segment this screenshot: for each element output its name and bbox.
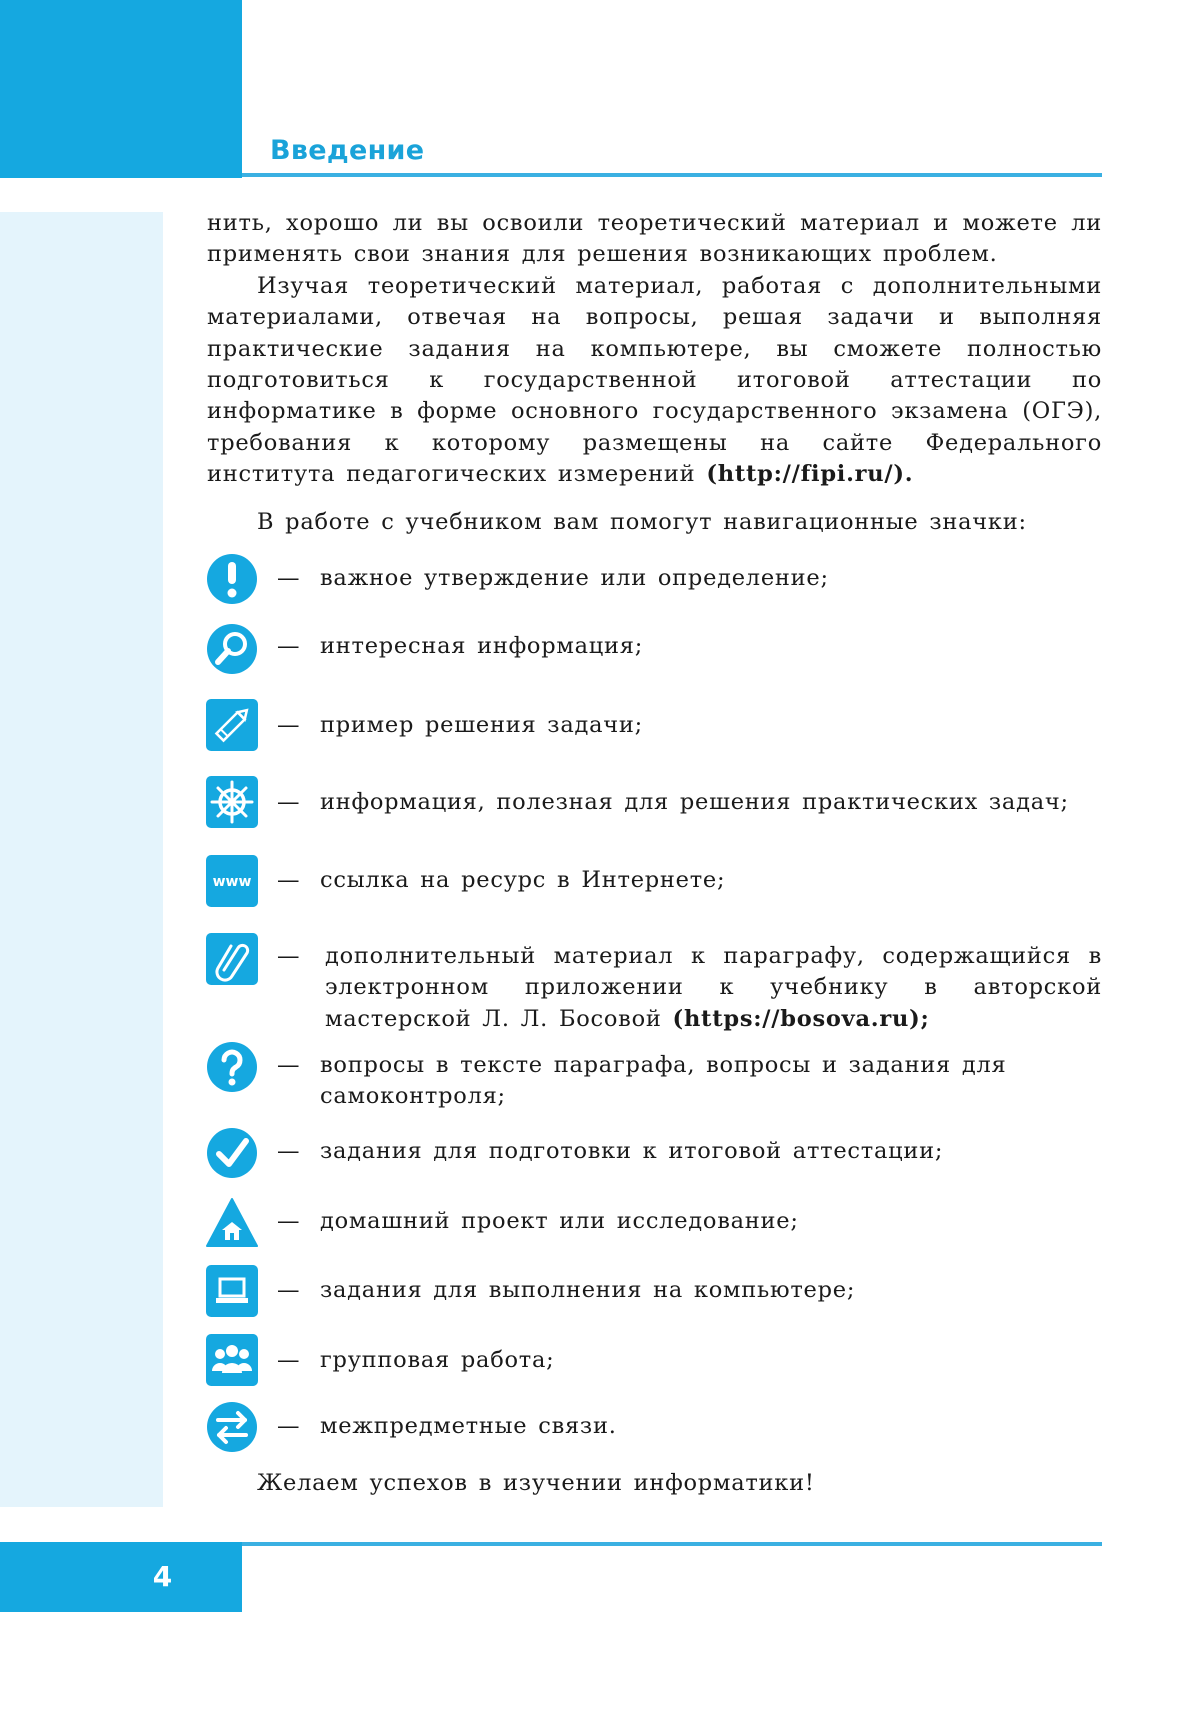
question-icon xyxy=(205,1040,259,1094)
legend-item-computer-tasks xyxy=(205,1264,1105,1318)
legend-item-questions xyxy=(205,1040,1105,1110)
legend-dash: — xyxy=(277,1208,300,1234)
legend-dash: — xyxy=(277,789,300,815)
legend-dash: — xyxy=(277,1277,300,1303)
legend-dash: — xyxy=(277,712,300,738)
legend-dash: — xyxy=(277,1052,300,1078)
paragraph-1: нить, хорошо ли вы освоили теоретический материал и можете ли применять свои знания для решения возникающих проблем. xyxy=(207,210,1102,268)
legend-item-attestation xyxy=(205,1126,1105,1180)
legend-item-interesting xyxy=(205,622,1105,676)
magnifier-icon xyxy=(205,622,259,676)
legend-dash: — xyxy=(277,867,300,893)
exclamation-icon xyxy=(205,552,259,606)
legend-text: вопросы в тексте параграфа, вопросы и задания для самоконтроля; xyxy=(320,1052,1007,1110)
legend-dash: — xyxy=(277,633,300,659)
legend-text: информация, полезная для решения практических задач; xyxy=(320,789,1069,815)
computer-icon xyxy=(205,1264,259,1318)
pencil-icon xyxy=(205,698,259,752)
house-icon xyxy=(205,1196,259,1250)
legend-item-home-project xyxy=(205,1196,1105,1250)
legend-dash: — xyxy=(277,1138,300,1164)
legend-item-practical xyxy=(205,775,1105,829)
legend-item-group-work xyxy=(205,1333,1105,1387)
legend-text-main: дополнительный материал к параграфу, содержащийся в электронном приложении к учебнику в авторской мастерской Л. Л. Босовой xyxy=(325,943,1102,1032)
side-panel xyxy=(0,212,163,1507)
paperclip-icon xyxy=(205,932,259,986)
legend-text: важное утверждение или определение; xyxy=(320,565,829,591)
legend-intro: В работе с учебником вам помогут навигационные значки: xyxy=(257,509,1027,535)
legend-item-interdisciplinary xyxy=(205,1400,1105,1454)
fipi-link[interactable]: (http://fipi.ru/). xyxy=(706,461,914,488)
footer-rule xyxy=(242,1542,1102,1546)
legend-text: пример решения задачи; xyxy=(320,712,643,738)
checkmark-icon xyxy=(205,1126,259,1180)
legend-text: групповая работа; xyxy=(320,1347,555,1373)
legend-dash: — xyxy=(277,565,300,591)
bosova-link[interactable]: (https://bosova.ru); xyxy=(672,1005,930,1032)
legend-text: задания для подготовки к итоговой аттестации; xyxy=(320,1138,944,1164)
www-icon xyxy=(205,854,259,908)
legend-dash: — xyxy=(277,1413,300,1439)
legend-item-example xyxy=(205,698,1105,752)
legend-text xyxy=(325,941,1102,1035)
legend-text: межпредметные связи. xyxy=(320,1413,617,1439)
arrows-exchange-icon xyxy=(205,1400,259,1454)
header-rule xyxy=(242,173,1102,177)
body-text xyxy=(207,208,1102,491)
www-icon-label: www xyxy=(212,874,252,890)
section-title: Введение xyxy=(270,135,425,166)
legend-item-important xyxy=(205,552,1105,606)
legend-item-additional xyxy=(205,932,1105,1032)
group-icon xyxy=(205,1333,259,1387)
legend-dash: — xyxy=(277,1347,300,1373)
helm-wheel-icon xyxy=(205,775,259,829)
paragraph-2 xyxy=(207,271,1102,491)
legend-text: ссылка на ресурс в Интернете; xyxy=(320,867,726,893)
legend-text: домашний проект или исследование; xyxy=(320,1208,799,1234)
legend-text: задания для выполнения на компьютере; xyxy=(320,1277,856,1303)
legend-item-internet xyxy=(205,854,1105,908)
closing-wish: Желаем успехов в изучении информатики! xyxy=(257,1470,815,1496)
header-color-block xyxy=(0,0,242,178)
legend-text: интересная информация; xyxy=(320,633,644,659)
legend-dash: — xyxy=(277,943,300,969)
paragraph-2-text: Изучая теоретический материал, работая с дополнительными материалами, отвечая на вопросы, решая задачи и выполняя практические задания на компьютере, вы сможете полностью подготовиться к государственной итоговой аттестации по информатике в форме основного государственного экзамена (ОГЭ), требования к которому размещены на сайте Федерального института педагогических измерений xyxy=(207,272,1102,488)
page-number: 4 xyxy=(152,1560,173,1593)
